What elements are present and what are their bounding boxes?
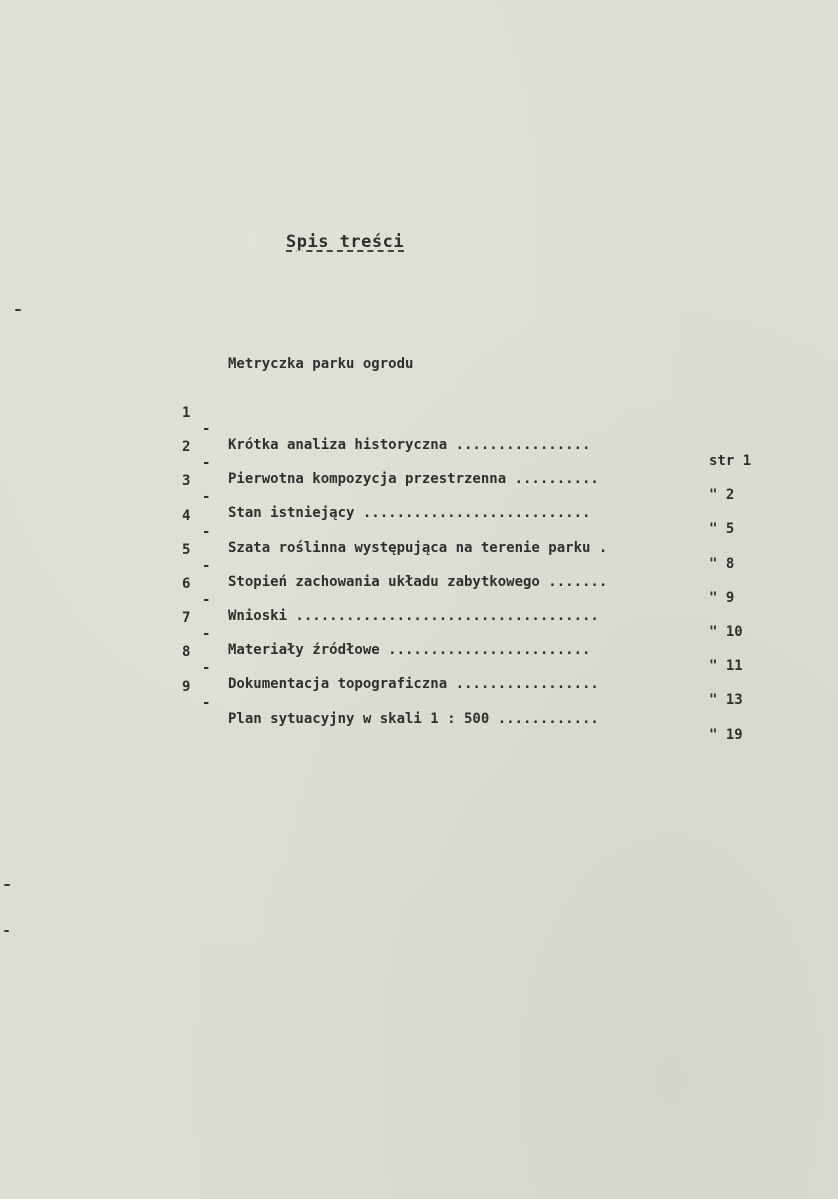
entry-number: 9 — [182, 678, 191, 695]
entry-text: Krótka analiza historyczna ................ — [228, 437, 591, 453]
toc-entry-4 — [182, 492, 772, 572]
entry-page: " 8 — [709, 555, 735, 572]
entry-page: str 1 — [709, 453, 752, 469]
toc-entry-5 — [182, 523, 772, 606]
entry-number: 6 — [182, 575, 191, 592]
toc-entry-3 — [182, 457, 772, 538]
entry-text: Pierwotna kompozycja przestrzenna .......... — [228, 471, 599, 488]
entry-page: " 9 — [709, 589, 735, 606]
entry-dash: - — [202, 489, 211, 506]
entry-number: 3 — [182, 473, 191, 490]
edge-mark — [4, 884, 10, 886]
entry-text: Plan sytuacyjny w skali 1 : 500 ............ — [228, 710, 599, 727]
entry-number: 4 — [182, 507, 191, 524]
intro-line: Metryczka parku ogrodu — [228, 356, 414, 372]
entry-dash: - — [202, 523, 211, 540]
entry-dash: - — [202, 694, 211, 711]
entry-text: Wnioski .................................... — [228, 607, 599, 624]
entry-text: Dokumentacja topograficzna ................. — [228, 676, 599, 693]
entry-dash: - — [202, 557, 211, 574]
entry-dash: - — [202, 421, 211, 437]
table-of-contents — [182, 389, 772, 743]
entry-page: " 5 — [709, 521, 735, 538]
entry-number: 2 — [182, 439, 191, 456]
entry-number: 8 — [182, 644, 191, 661]
entry-dash: - — [202, 591, 211, 608]
entry-text: Stopień zachowania układu zabytkowego ....... — [228, 573, 608, 590]
entry-text: Materiały źródłowe ........................ — [228, 642, 591, 659]
entry-page: " 11 — [709, 658, 743, 675]
edge-mark — [4, 930, 9, 932]
entry-dash: - — [202, 455, 211, 472]
entry-page: " 13 — [709, 692, 743, 709]
entry-text: Stan istniejący ........................... — [228, 505, 591, 522]
toc-entry-6 — [182, 557, 772, 640]
entry-page: " 19 — [709, 726, 743, 743]
entry-page: " 2 — [709, 487, 735, 504]
entry-number: 5 — [182, 541, 191, 558]
entry-number: 7 — [182, 610, 191, 627]
entry-text: Szata roślinna występująca na terenie parku . — [228, 539, 608, 556]
entry-dash: - — [202, 660, 211, 677]
entry-page: " 10 — [709, 623, 743, 640]
page-title: Spis treści — [286, 232, 405, 252]
edge-mark — [15, 309, 21, 311]
toc-entry-1 — [182, 389, 772, 469]
entry-number: 1 — [182, 405, 191, 421]
entry-dash: - — [202, 626, 211, 643]
